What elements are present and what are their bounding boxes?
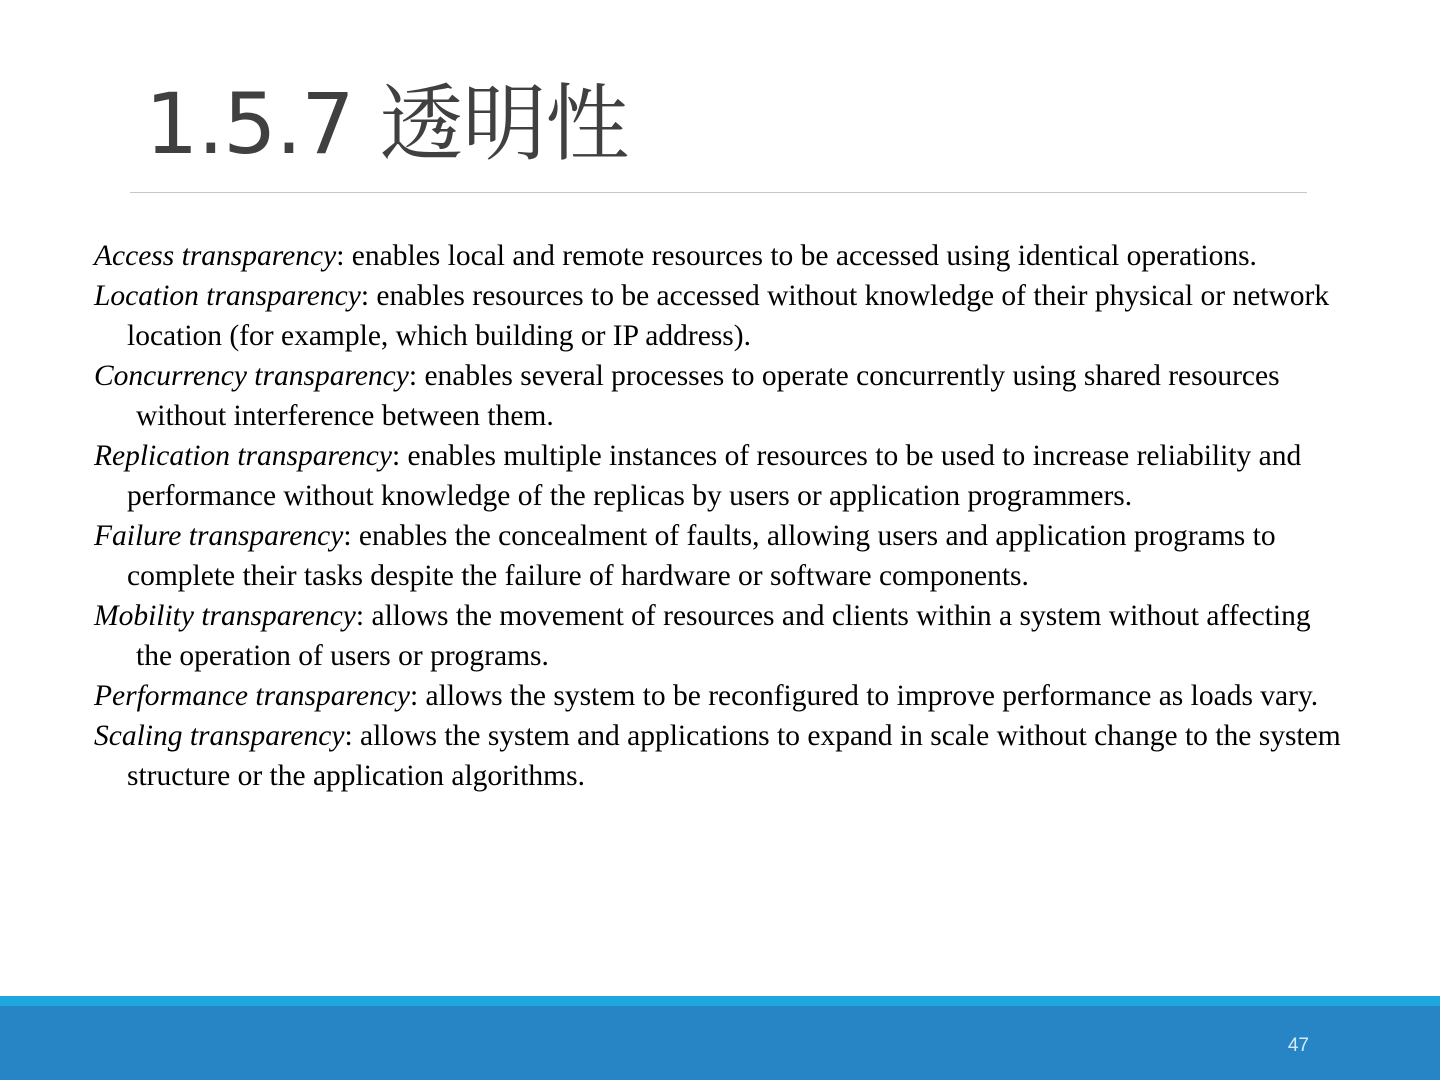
- description-failure: : enables the concealment of faults, allowing users and application programs to complete their tasks despite the failure of hardware or software components.: [127, 520, 1276, 592]
- term-access: Access transparency: [94, 240, 337, 272]
- description-access: : enables local and remote resources to be accessed using identical operations.: [336, 240, 1257, 272]
- term-mobility: Mobility transparency: [94, 600, 356, 632]
- term-replication: Replication transparency: [94, 440, 392, 472]
- list-item-concurrency: [94, 356, 1346, 436]
- description-location: : enables resources to be accessed without knowledge of their physical or network location (for example, which building or IP address).: [127, 280, 1330, 352]
- term-location: Location transparency: [94, 280, 361, 312]
- list-item-location: [94, 276, 1346, 356]
- list-item-mobility: [94, 596, 1346, 676]
- list-item-failure: [94, 516, 1346, 596]
- list-item-scaling: [94, 716, 1346, 796]
- footer-bar: [0, 1006, 1440, 1080]
- term-failure: Failure transparency: [94, 520, 344, 552]
- list-item-replication: [94, 436, 1346, 516]
- term-scaling: Scaling transparency: [94, 720, 345, 752]
- description-concurrency: : enables several processes to operate concurrently using shared resources without interference between them.: [136, 360, 1280, 432]
- description-mobility: : allows the movement of resources and clients within a system without affecting the operation of users or programs.: [136, 600, 1311, 672]
- transparency-list: [94, 236, 1346, 796]
- description-replication: : enables multiple instances of resources to be used to increase reliability and performance without knowledge of the replicas by users or application programmers.: [127, 440, 1302, 512]
- term-performance: Performance transparency: [94, 680, 410, 712]
- list-item-access: [94, 236, 1346, 276]
- description-performance: : allows the system to be reconfigured to improve performance as loads vary.: [409, 680, 1319, 712]
- term-concurrency: Concurrency transparency: [94, 360, 409, 392]
- slide-title: 1.5.7 透明性: [145, 75, 629, 173]
- list-item-performance: [94, 676, 1346, 716]
- footer-accent-line: [0, 996, 1440, 1006]
- page-number: 47: [1287, 1035, 1309, 1056]
- description-scaling: : allows the system and applications to expand in scale without change to the system structure or the application algorithms.: [127, 720, 1341, 792]
- title-divider: [130, 192, 1307, 193]
